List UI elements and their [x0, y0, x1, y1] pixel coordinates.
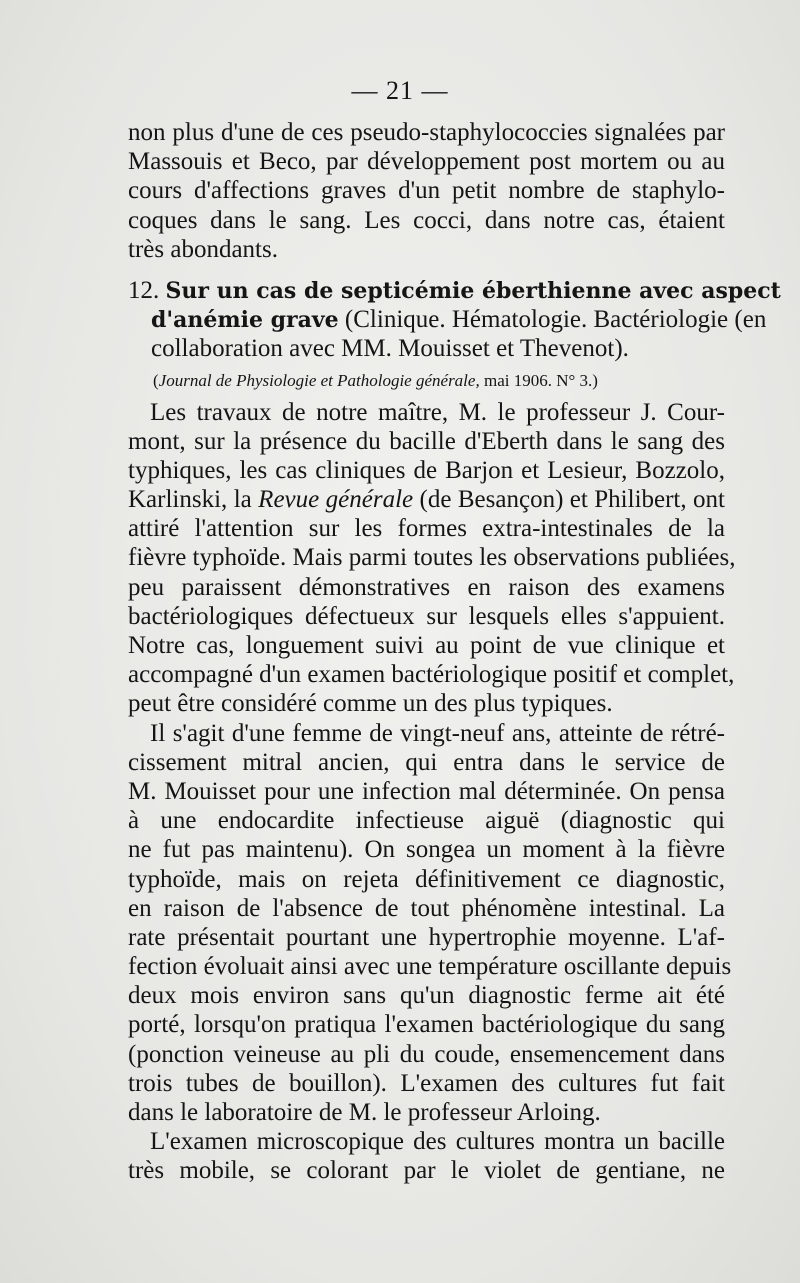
text-line: (ponction veineuse au pli du coude, ensemencement dans: [128, 1040, 725, 1068]
text-line: fection évoluait ainsi avec une température oscillante depuis: [128, 953, 732, 981]
section-number: 12.: [128, 276, 160, 304]
page-number: — 21 —: [351, 76, 449, 105]
text-line: porté, lorsqu'on pratiqua l'examen bactériologique du sang: [128, 1011, 725, 1039]
section-heading-line: [128, 305, 767, 334]
text-line: très abondants.: [128, 235, 278, 263]
text-line: M. Mouisset pour une infection mal déterminée. On pensa: [128, 777, 725, 805]
citation-journal: Journal de Physiologie et Pathologie générale,: [158, 370, 480, 390]
section-title-bold: d'anémie grave: [151, 307, 339, 334]
text-line: à une endocardite infectieuse aiguë (diagnostic qui: [128, 807, 725, 835]
body-text: [128, 118, 781, 1186]
text-line: coques dans le sang. Les cocci, dans notre cas, étaient: [128, 206, 725, 234]
text-line: ne fut pas maintenu). On songea un moment à la fièvre: [128, 836, 725, 864]
text-line: Karlinski, la Revue générale (de Besançon) et Philibert, ont: [128, 486, 725, 514]
text-line: dans le laboratoire de M. le professeur Arloing.: [128, 1099, 601, 1126]
text-line: peut être considéré comme un des plus typiques.: [128, 690, 613, 718]
text-line: cissement mitral ancien, qui entra dans le service de: [128, 748, 725, 776]
text-line: trois tubes de bouillon). L'examen des cultures fut fait: [128, 1069, 725, 1097]
text-line: Notre cas, longuement suivi au point de vue clinique et: [128, 632, 725, 659]
section-heading-line: collaboration avec MM. Mouisset et Thevenot).: [151, 335, 629, 363]
citation: (Journal de Physiologie et Pathologie générale, mai 1906. N° 3.): [153, 370, 598, 390]
section-subject: (Clinique. Hématologie. Bactériologie (en: [338, 306, 767, 334]
text-line: rate présentait pourtant une hypertrophie moyenne. L'af-: [128, 923, 725, 951]
text-line: L'examen microscopique des cultures montra un bacille: [150, 1128, 725, 1156]
text-line: très mobile, se colorant par le violet de gentiane, ne: [128, 1157, 725, 1185]
section-heading-line: [128, 276, 781, 305]
text-line: bactériologiques défectueux sur lesquels elles s'appuient.: [128, 602, 725, 630]
journal-title: Revue générale: [258, 486, 414, 514]
text-line: typhiques, les cas cliniques de Barjon et Lesieur, Bozzolo,: [128, 456, 725, 484]
text-line: fièvre typhoïde. Mais parmi toutes les observations publiées,: [128, 544, 736, 572]
text-line: deux mois environ sans qu'un diagnostic ferme ait été: [128, 982, 725, 1010]
text-line: Massouis et Beco, par développement post mortem ou au: [128, 148, 725, 176]
text-line: peu paraissent démonstratives en raison des examens: [128, 573, 725, 601]
section-title: Sur un cas de septicémie éberthienne avec aspect: [165, 277, 781, 304]
text-line: Les travaux de notre maître, M. le professeur J. Cour-: [150, 398, 725, 426]
text-line: en raison de l'absence de tout phénomène intestinal. La: [128, 894, 725, 922]
text-line: accompagné d'un examen bactériologique positif et complet,: [128, 661, 735, 689]
text-line: Il s'agit d'une femme de vingt-neuf ans, atteinte de rétré-: [150, 719, 725, 747]
text-line: mont, sur la présence du bacille d'Eberth dans le sang des: [128, 427, 725, 455]
text-line: attiré l'attention sur les formes extra-intestinales de la: [128, 515, 725, 543]
text-line: typhoïde, mais on rejeta définitivement ce diagnostic,: [128, 865, 725, 893]
text-line: cours d'affections graves d'un petit nombre de staphylo-: [128, 177, 725, 205]
text-line: non plus d'une de ces pseudo-staphylococcies signalées par: [128, 119, 725, 146]
